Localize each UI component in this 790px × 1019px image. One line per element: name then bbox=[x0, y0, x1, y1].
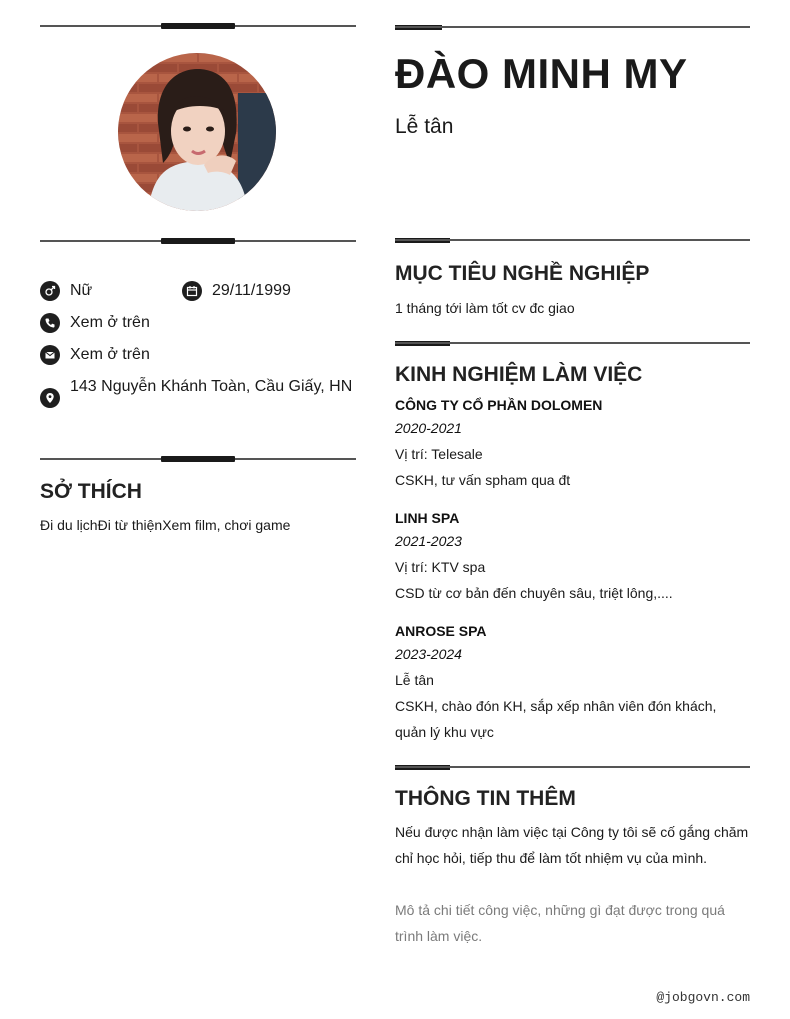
divider bbox=[40, 238, 356, 244]
objective-title: MỤC TIÊU NGHỀ NGHIỆP bbox=[395, 262, 650, 285]
experience-company: ANROSE SPA bbox=[395, 623, 487, 639]
candidate-role: Lễ tân bbox=[395, 115, 454, 138]
birthdate-row bbox=[182, 279, 291, 303]
gender-value: Nữ bbox=[70, 282, 93, 299]
location-pin-icon bbox=[40, 388, 60, 408]
experience-description: CSKH, tư vấn spham qua đt bbox=[395, 472, 571, 488]
divider bbox=[40, 456, 356, 462]
candidate-name: ĐÀO MINH MY bbox=[395, 50, 688, 97]
divider bbox=[395, 765, 750, 770]
avatar bbox=[118, 53, 276, 211]
email-row bbox=[40, 343, 150, 367]
phone-value: Xem ở trên bbox=[70, 314, 150, 331]
objective-text: 1 tháng tới làm tốt cv đc giao bbox=[395, 300, 575, 316]
additional-placeholder: Mô tả chi tiết công việc, những gì đạt được trong quá trình làm việc. bbox=[395, 902, 725, 944]
experience-period: 2023-2024 bbox=[395, 646, 462, 662]
email-icon bbox=[40, 345, 60, 365]
experience-position: Lễ tân bbox=[395, 672, 434, 688]
phone-icon bbox=[40, 313, 60, 333]
email-value: Xem ở trên bbox=[70, 346, 150, 363]
phone-row bbox=[40, 311, 150, 335]
experience-position: Vị trí: Telesale bbox=[395, 446, 483, 462]
additional-text: Nếu được nhận làm việc tại Công ty tôi sẽ cố gắng chăm chỉ học hỏi, tiếp thu để làm tốt nhiệm vụ của mình. bbox=[395, 824, 749, 866]
hobbies-title: SỞ THÍCH bbox=[40, 480, 142, 503]
experience-description: CSKH, chào đón KH, sắp xếp nhân viên đón khách, quản lý khu vực bbox=[395, 698, 717, 740]
birthdate-value: 29/11/1999 bbox=[212, 282, 291, 299]
hobbies-text: Đi du lịchĐi từ thiệnXem film, chơi game bbox=[40, 517, 291, 533]
gender-icon bbox=[40, 281, 60, 301]
calendar-icon bbox=[182, 281, 202, 301]
additional-title: THÔNG TIN THÊM bbox=[395, 787, 576, 810]
gender-row bbox=[40, 279, 92, 303]
experience-position: Vị trí: KTV spa bbox=[395, 559, 486, 575]
divider bbox=[395, 25, 750, 30]
experience-company: LINH SPA bbox=[395, 510, 460, 526]
watermark: @jobgovn.com bbox=[656, 990, 750, 1005]
experience-company: CÔNG TY CỔ PHẦN DOLOMEN bbox=[395, 397, 603, 413]
divider bbox=[395, 341, 750, 346]
divider bbox=[395, 238, 750, 243]
experience-period: 2020-2021 bbox=[395, 420, 462, 436]
experience-description: CSD từ cơ bản đến chuyên sâu, triệt lông,.... bbox=[395, 585, 673, 601]
experience-title: KINH NGHIỆM LÀM VIỆC bbox=[395, 363, 643, 386]
divider bbox=[40, 23, 356, 29]
address-row bbox=[40, 375, 356, 408]
address-value: 143 Nguyễn Khánh Toàn, Cầu Giấy, HN bbox=[70, 378, 353, 395]
experience-period: 2021-2023 bbox=[395, 533, 462, 549]
